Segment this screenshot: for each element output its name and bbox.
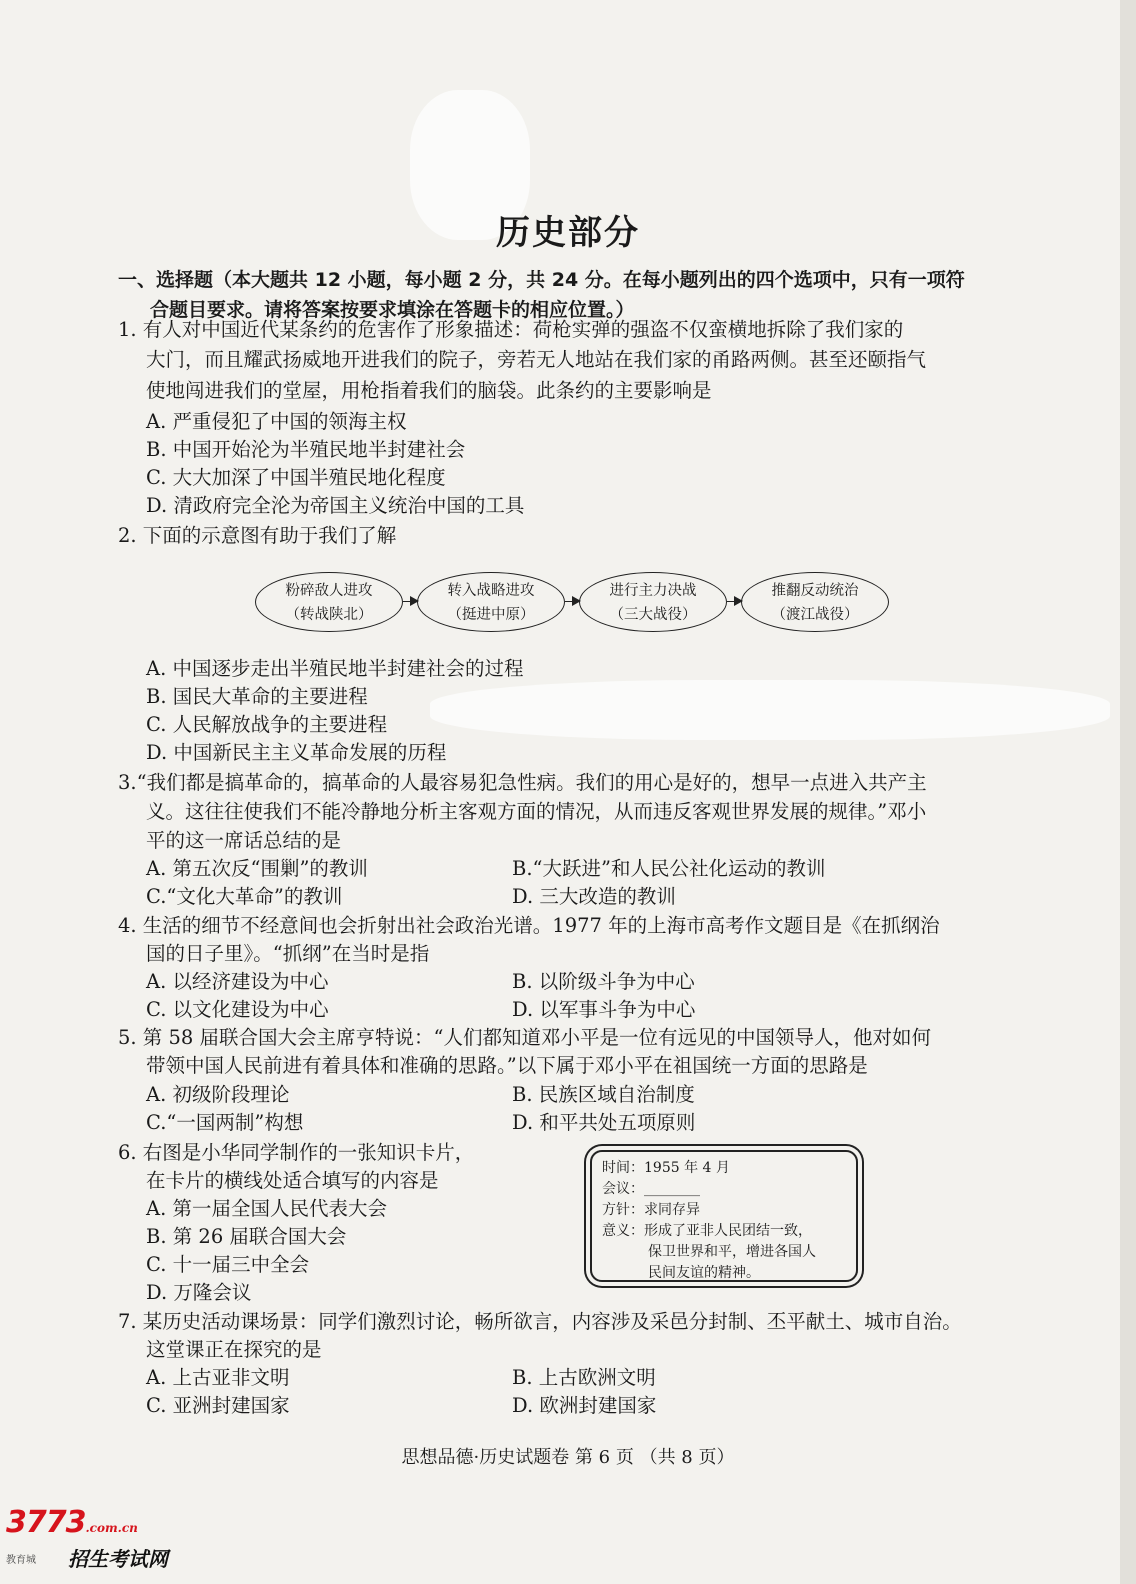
q7-option-c: C. 亚洲封建国家 — [146, 1394, 290, 1417]
q4-stem-1: 4. 生活的细节不经意间也会折射出社会政治光谱。1977 年的上海市高考作文题目是《在抓纲治 — [118, 914, 940, 937]
q7-option-a: A. 上古亚非文明 — [146, 1366, 290, 1389]
node-1-bottom: （转战陕北） — [285, 607, 373, 623]
section-line-2: 合题目要求。请将答案按要求填涂在答题卡的相应位置。） — [150, 299, 635, 321]
card-meaning-1: 意义：形成了亚非人民团结一致， — [602, 1223, 812, 1239]
q3-option-d: D. 三大改造的教训 — [512, 885, 676, 908]
watermark-name: 招生考试网 — [68, 1547, 168, 1571]
q7-option-d: D. 欧洲封建国家 — [512, 1394, 657, 1417]
q3-stem-1: 3.“我们都是搞革命的，搞革命的人最容易犯急性病。我们的用心是好的，想早一点进入共产主 — [118, 771, 927, 794]
q4-option-d: D. 以军事斗争为中心 — [512, 998, 696, 1021]
q6-option-a: A. 第一届全国人民代表大会 — [146, 1197, 387, 1220]
q5-option-a: A. 初级阶段理论 — [146, 1083, 290, 1106]
diagram-node-3 — [579, 572, 727, 632]
watermark-number: 3773 — [6, 1505, 86, 1540]
card-time: 时间：1955 年 4 月 — [602, 1160, 730, 1176]
node-4-top: 推翻反动统治 — [771, 583, 859, 599]
section-line-1: 一、选择题（本大题共 12 小题，每小题 2 分，共 24 分。在每小题列出的四个选项中，只有一项符 — [118, 269, 965, 291]
q5-option-d: D. 和平共处五项原则 — [512, 1111, 696, 1134]
q1-stem-2: 大门，而且耀武扬威地开进我们的院子，旁若无人地站在我们家的甬路两侧。甚至还颐指气 — [146, 348, 927, 371]
node-2-bottom: （挺进中原） — [447, 607, 535, 623]
q3-option-b: B.“大跃进”和人民公社化运动的教训 — [512, 857, 826, 880]
watermark-domain: .com.cn — [85, 1521, 138, 1535]
card-meaning-3: 民间友谊的精神。 — [648, 1265, 760, 1281]
q1-option-c: C. 大大加深了中国半殖民地化程度 — [146, 466, 446, 489]
q1-option-b: B. 中国开始沦为半殖民地半封建社会 — [146, 438, 466, 461]
page-title: 历史部分 — [496, 213, 640, 253]
q7-option-b: B. 上古欧洲文明 — [512, 1366, 656, 1389]
q7-stem-1: 7. 某历史活动课场景：同学们激烈讨论，畅所欲言，内容涉及采邑分封制、丕平献土、城市自治。 — [118, 1310, 962, 1333]
q2-option-c: C. 人民解放战争的主要进程 — [146, 713, 388, 736]
q3-option-a: A. 第五次反“围剿”的教训 — [146, 857, 368, 880]
q1-option-d: D. 清政府完全沦为帝国主义统治中国的工具 — [146, 494, 525, 517]
q5-option-b: B. 民族区域自治制度 — [512, 1083, 695, 1106]
q5-stem-2: 带领中国人民前进有着具体和准确的思路。”以下属于邓小平在祖国统一方面的思路是 — [146, 1054, 868, 1077]
q2-option-d: D. 中国新民主主义革命发展的历程 — [146, 741, 447, 764]
q3-option-c: C.“文化大革命”的教训 — [146, 885, 343, 908]
q2-option-a: A. 中国逐步走出半殖民地半封建社会的过程 — [146, 657, 524, 680]
card-meeting: 会议：________ — [602, 1181, 700, 1197]
q1-stem-1: 1. 有人对中国近代某条约的危害作了形象描述：荷枪实弹的强盗不仅蛮横地拆除了我们家的 — [118, 318, 904, 341]
knowledge-card — [590, 1150, 858, 1282]
q1-option-a: A. 严重侵犯了中国的领海主权 — [146, 410, 407, 433]
q4-stem-2: 国的日子里》。“抓纲”在当时是指 — [146, 942, 430, 965]
q6-stem-2: 在卡片的横线处适合填写的内容是 — [146, 1169, 439, 1192]
diagram-node-4 — [741, 572, 889, 632]
page-footer: 思想品德·历史试题卷 第 6 页 （共 8 页） — [401, 1447, 735, 1468]
watermark-small: 教育城 — [6, 1555, 36, 1566]
node-3-top: 进行主力决战 — [609, 583, 697, 599]
scan-blot — [430, 680, 1110, 740]
q4-option-a: A. 以经济建设为中心 — [146, 970, 329, 993]
q6-option-d: D. 万隆会议 — [146, 1281, 252, 1304]
node-4-bottom: （渡江战役） — [771, 607, 859, 623]
diagram-arrow — [727, 601, 741, 602]
q5-option-c: C.“一国两制”构想 — [146, 1111, 304, 1134]
q3-stem-2: 义。这往往使我们不能冷静地分析主客观方面的情况，从而违反客观世界发展的规律。”邓小 — [146, 800, 927, 823]
q5-stem-1: 5. 第 58 届联合国大会主席亨特说：“人们都知道邓小平是一位有远见的中国领导人，他对如何 — [118, 1026, 931, 1049]
q6-stem-1: 6. 右图是小华同学制作的一张知识卡片， — [118, 1141, 475, 1164]
site-watermark — [6, 1505, 176, 1579]
diagram-arrow — [403, 601, 417, 602]
card-meaning-2: 保卫世界和平，增进各国人 — [648, 1244, 816, 1260]
q6-option-b: B. 第 26 届联合国大会 — [146, 1225, 347, 1248]
diagram-node-2 — [417, 572, 565, 632]
q4-option-c: C. 以文化建设为中心 — [146, 998, 329, 1021]
q3-stem-3: 平的这一席话总结的是 — [146, 829, 342, 852]
q1-stem-3: 使地闯进我们的堂屋，用枪指着我们的脑袋。此条约的主要影响是 — [146, 379, 712, 402]
q4-option-b: B. 以阶级斗争为中心 — [512, 970, 695, 993]
node-1-top: 粉碎敌人进攻 — [285, 583, 373, 599]
card-policy: 方针：求同存异 — [602, 1202, 700, 1218]
q2-diagram — [255, 572, 875, 634]
node-2-top: 转入战略进攻 — [447, 583, 535, 599]
node-3-bottom: （三大战役） — [609, 607, 697, 623]
q6-option-c: C. 十一届三中全会 — [146, 1253, 310, 1276]
diagram-arrow — [565, 601, 579, 602]
q7-stem-2: 这堂课正在探究的是 — [146, 1338, 322, 1361]
diagram-node-1 — [255, 572, 403, 632]
q2-option-b: B. 国民大革命的主要进程 — [146, 685, 368, 708]
q2-stem: 2. 下面的示意图有助于我们了解 — [118, 524, 397, 547]
